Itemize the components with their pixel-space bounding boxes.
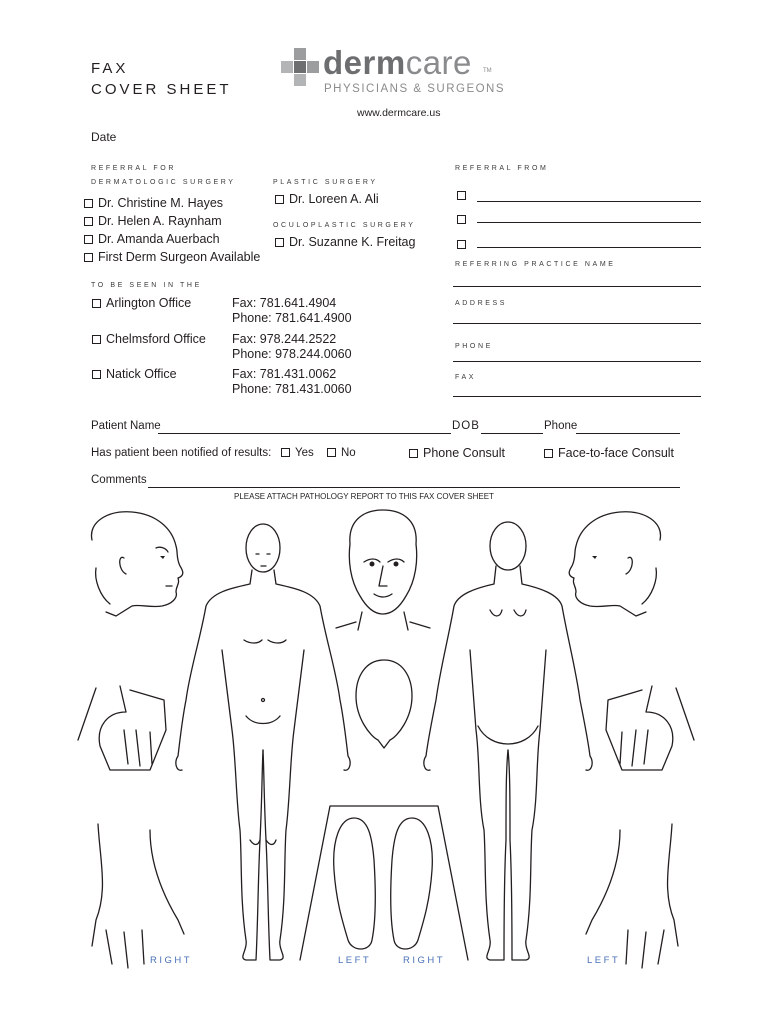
checkbox[interactable] — [92, 335, 101, 344]
hand-back-left — [586, 824, 678, 968]
fax-label: FAX — [455, 374, 477, 381]
referral-from-checkbox-3[interactable] — [457, 235, 471, 253]
dob-line[interactable] — [481, 433, 543, 434]
feet-soles — [300, 806, 468, 960]
dermatologic-surgery-heading: DERMATOLOGIC SURGERY — [91, 179, 236, 186]
face-to-face-consult-option[interactable]: Face-to-face Consult — [544, 446, 674, 460]
logo-care: care — [405, 44, 472, 81]
office-phone: Phone: 781.641.4900 — [232, 311, 352, 325]
face-front — [336, 510, 430, 630]
patient-phone-label: Phone — [544, 420, 578, 432]
address-label: ADDRESS — [455, 300, 508, 307]
patient-name-line[interactable] — [158, 433, 451, 434]
label-left-1: LEFT — [338, 955, 372, 966]
logo-wordmark — [323, 46, 472, 80]
phone-consult-option[interactable]: Phone Consult — [409, 446, 505, 460]
doctor-option-freitag[interactable]: Dr. Suzanne K. Freitag — [275, 235, 415, 249]
label-left-2: LEFT — [587, 955, 621, 966]
hand-back-right — [92, 824, 184, 968]
doctor-option-first-available[interactable]: First Derm Surgeon Available — [84, 250, 260, 264]
patient-name-label: Patient Name — [91, 420, 161, 432]
notified-yes-option[interactable]: Yes — [281, 447, 314, 459]
office-option-natick[interactable]: Natick Office — [92, 367, 177, 381]
checkbox[interactable] — [84, 217, 93, 226]
head-profile-right — [91, 512, 182, 616]
referral-from-line-1[interactable] — [477, 201, 701, 202]
checkbox[interactable] — [84, 199, 93, 208]
body-back — [424, 522, 592, 960]
to-be-seen-heading: TO BE SEEN IN THE — [91, 282, 202, 289]
office-phone: Phone: 978.244.0060 — [232, 347, 352, 361]
title-line-1: FAX — [91, 60, 129, 77]
checkbox[interactable] — [92, 370, 101, 379]
doctor-option-raynham[interactable]: Dr. Helen A. Raynham — [84, 214, 222, 228]
doctor-option-hayes[interactable]: Dr. Christine M. Hayes — [84, 196, 223, 210]
address-line[interactable] — [453, 323, 701, 324]
attach-pathology-note: PLEASE ATTACH PATHOLOGY REPORT TO THIS FAX COVER SHEET — [234, 492, 494, 501]
comments-label: Comments — [91, 474, 147, 486]
label-right-1: RIGHT — [150, 955, 193, 966]
office-fax: Fax: 978.244.2522 — [232, 332, 337, 346]
date-label: Date — [91, 130, 117, 144]
hand-palm-right — [78, 686, 166, 770]
label-right-2: RIGHT — [403, 955, 446, 966]
fax-line[interactable] — [453, 396, 701, 397]
referral-from-checkbox-1[interactable] — [457, 186, 471, 204]
referring-practice-line[interactable] — [453, 286, 701, 287]
notified-no-option[interactable]: No — [327, 447, 356, 459]
doctor-option-ali[interactable]: Dr. Loreen A. Ali — [275, 192, 379, 206]
title-line-2: COVER SHEET — [91, 81, 232, 98]
office-option-arlington[interactable]: Arlington Office — [92, 296, 191, 310]
logo-trademark: TM — [483, 68, 492, 74]
office-fax: Fax: 781.641.4904 — [232, 296, 337, 310]
office-phone: Phone: 781.431.0060 — [232, 382, 352, 396]
referral-from-line-2[interactable] — [477, 222, 701, 223]
head-profile-left — [569, 512, 660, 616]
checkbox[interactable] — [84, 253, 93, 262]
logo-derm: derm — [323, 44, 406, 81]
logo-subtitle: PHYSICIANS & SURGEONS — [324, 83, 506, 95]
checkbox[interactable] — [275, 238, 284, 247]
referring-practice-label: REFERRING PRACTICE NAME — [455, 261, 616, 268]
patient-phone-line[interactable] — [576, 433, 680, 434]
referral-for-heading: REFERRAL FOR — [91, 165, 177, 172]
office-fax: Fax: 781.431.0062 — [232, 367, 337, 381]
dob-label: DOB — [452, 420, 480, 432]
head-top — [356, 660, 412, 748]
checkbox[interactable] — [84, 235, 93, 244]
notified-label: Has patient been notified of results: — [91, 447, 272, 459]
referral-from-line-3[interactable] — [477, 247, 701, 248]
phone-label: PHONE — [455, 343, 493, 350]
body-map-diagram[interactable] — [0, 500, 770, 1000]
office-option-chelmsford[interactable]: Chelmsford Office — [92, 332, 206, 346]
referral-from-checkbox-2[interactable] — [457, 210, 471, 228]
doctor-option-auerbach[interactable]: Dr. Amanda Auerbach — [84, 232, 220, 246]
referral-from-heading: REFERRAL FROM — [455, 165, 549, 172]
hand-palm-left — [606, 686, 694, 770]
phone-line[interactable] — [453, 361, 701, 362]
logo-cross-icon — [280, 47, 320, 87]
comments-line[interactable] — [148, 487, 680, 488]
website-link[interactable]: www.dermcare.us — [357, 107, 441, 119]
body-front — [176, 524, 350, 960]
oculoplastic-surgery-heading: OCULOPLASTIC SURGERY — [273, 222, 416, 229]
checkbox[interactable] — [92, 299, 101, 308]
checkbox[interactable] — [275, 195, 284, 204]
plastic-surgery-heading: PLASTIC SURGERY — [273, 179, 378, 186]
